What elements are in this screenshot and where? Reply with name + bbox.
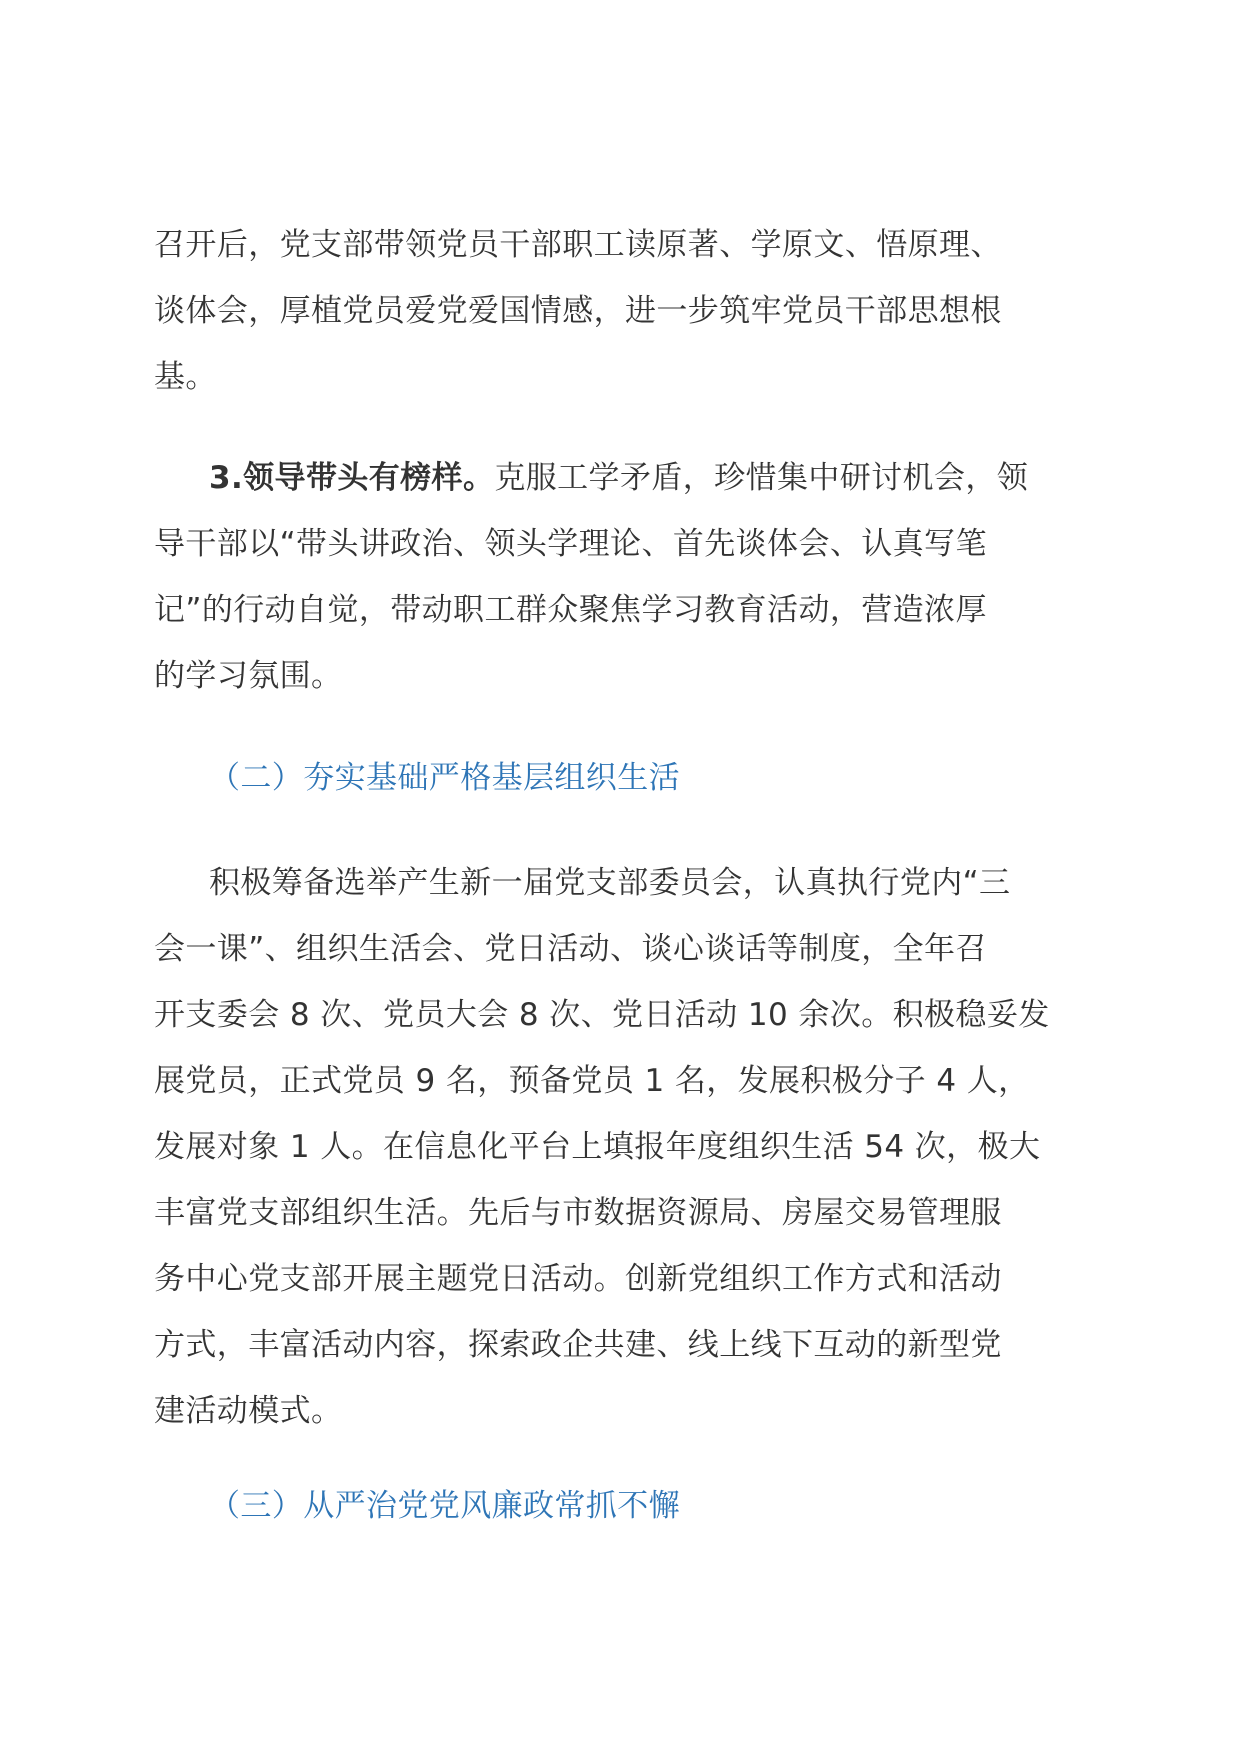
text-line: 丰富党支部组织生活。先后与市数据资源局、房屋交易管理服 (154, 1195, 1002, 1231)
text-line: 会一课”、组织生活会、党日活动、谈心谈话等制度，全年召 (154, 931, 987, 967)
text-line (154, 445, 1084, 511)
text-run: 克服工学矛盾，珍惜集中研讨机会，领 (494, 460, 1029, 496)
text-line: 谈体会，厚植党员爱党爱国情感，进一步筑牢党员干部思想根 (154, 293, 1002, 329)
text-line: 记”的行动自觉，带动职工群众聚焦学习教育活动，营造浓厚 (154, 592, 987, 628)
section-heading-3 (154, 1473, 1084, 1539)
text-line: 导干部以“带头讲政治、领头学理论、首先谈体会、认真写笔 (154, 526, 987, 562)
text-line: 开支委会 8 次、党员大会 8 次、党日活动 10 余次。积极稳妥发 (154, 997, 1050, 1033)
text-line: 建活动模式。 (154, 1393, 343, 1429)
text-line: 召开后，党支部带领党员干部职工读原著、学原文、悟原理、 (154, 227, 1002, 263)
subsection-lead: 3.领导带头有榜样。 (209, 460, 495, 496)
section-heading-2 (154, 745, 1084, 811)
paragraph-study-continuation (154, 212, 1084, 410)
text-line: 方式，丰富活动内容，探索政企共建、线上线下互动的新型党 (154, 1327, 1002, 1363)
heading-text: （三）从严治党党风廉政常抓不懈 (209, 1488, 680, 1524)
paragraph-leaders-example (154, 445, 1084, 709)
text-line: 的学习氛围。 (154, 658, 343, 694)
text-line: 务中心党支部开展主题党日活动。创新党组织工作方式和活动 (154, 1261, 1002, 1297)
text-line: 发展对象 1 人。在信息化平台上填报年度组织生活 54 次，极大 (154, 1129, 1041, 1165)
text-line: 基。 (154, 359, 217, 395)
text-line: 积极筹备选举产生新一届党支部委员会，认真执行党内“三 (209, 865, 1011, 901)
text-line: 展党员，正式党员 9 名，预备党员 1 名，发展积极分子 4 人， (154, 1063, 1030, 1099)
heading-text: （二）夯实基础严格基层组织生活 (209, 760, 680, 796)
paragraph-organization-life (154, 850, 1084, 1444)
